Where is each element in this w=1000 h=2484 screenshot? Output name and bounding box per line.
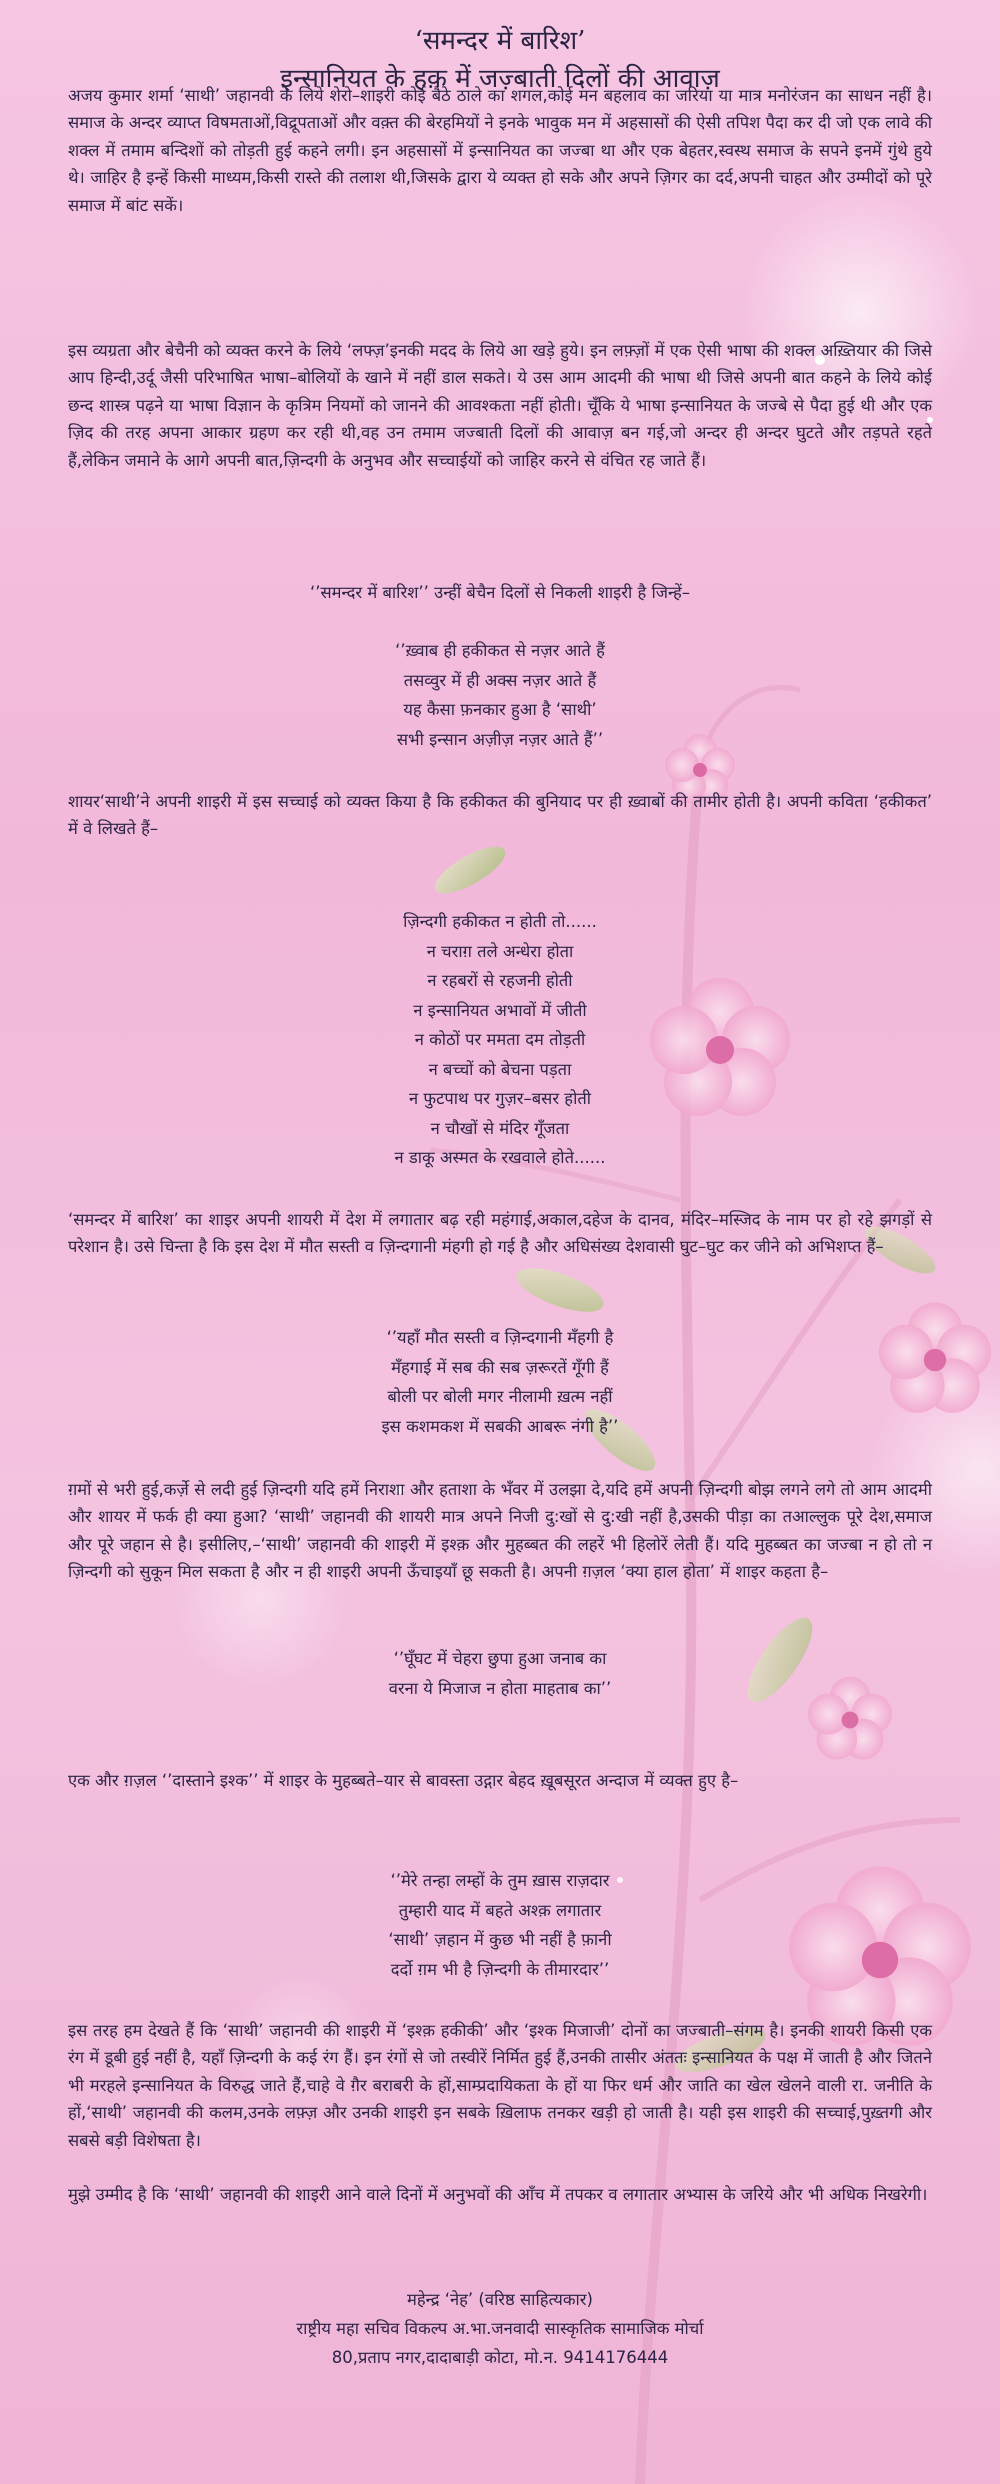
paragraph-dastane-ishq: एक और ग़ज़ल ‘’दास्ताने इश्क’’ में शाइर के मुहब्बते–यार से बावस्ता उद्गार बेहद ख़ूबसूरत अन्दाज में व्यक्त हुए है– [68,1771,739,1790]
paragraph-language: इस व्यग्रता और बेचैनी को व्यक्त करने के लिये ‘लफ्ज़’इनकी मदद के लिये आ खड़े हुये। इन लफ़्ज़ों में एक ऐसी भाषा की शक्ल अख़्तियार की जिसे आप हिन्दी,उर्दू जैसी परिभाषित भाषा–बोलियों के खाने में नहीं डाल सकते। ये उस आम आदमी की भाषा थी जिसे अपनी बात कहने के लिये कोई छन्द शास्त्र पढ़ने या भाषा विज्ञान के कृत्रिम नियमों को जानने की आवश्कता नहीं होती। चूँकि ये भाषा इन्सानियत के जज्बे से पैदा हुई थी और एक ज़िद की तरह अपना आकार ग्रहण कर रही थी,वह उन तमाम जज्बाती दिलों की आवाज़ बन गई,जो अन्दर ही अन्दर घुटते और तड़पते रहते हैं,लेकिन जमाने के आगे अपनी बात,ज़िन्दगी के अनुभव और सच्चाईयों को जाहिर करने से वंचित रह जाते हैं। [68,341,932,470]
quote-intro-line: ‘’समन्दर में बारिश’’ उन्हीं बेचैन दिलों से निकली शाइरी है जिन्हें– [310,583,690,602]
poem-line: न फुटपाथ पर गुज़र–बसर होती [408,1089,592,1108]
author-name: महेन्द्र ‘नेह’ (वरिष्ठ साहित्यकार) [407,2290,593,2309]
poem-line: तुम्हारी याद में बहते अश्क़ लगातार [398,1900,602,1920]
paragraph-intro: अजय कुमार शर्मा ‘साथी’ जहानवी के लिये शेरो–शाइरी कोई बैठे ठाले का शगल,कोई मन बहलाव का जरिया या मात्र मनोरंजन का साधन नहीं है। समाज के अन्दर व्याप्त विषमताओं,विद्रूपताओं और वक़्त की बेरहमियों ने इनके भावुक मन में अहसासों की ऐसी तपिश पैदा कर दी जो एक लावे की शक्ल में तमाम बन्दिशों को तोड़ती हुई कहने लगी। इन अहसासों में इन्सानियत का जज्बा था और एक बेहतर,स्वस्थ समाज के सपने इनमें गुंथे हुये थे। जाहिर है इन्हें किसी माध्यम,किसी रास्ते की तलाश थी,जिसके द्वारा ये व्यक्त हो सके और अपने ज़िगर का दर्द,अपनी चाहत और उम्मीदों को पूरे समाज में बांट सकें। [68,86,932,215]
poem-line: वरना ये मिजाज न होता माहताब का’’ [388,1678,612,1698]
poem-line: न डाकू अस्मत के रखवाले होते...... [394,1148,606,1167]
poem-line: यह कैसा फ़नकार हुआ है ‘साथी’ [403,700,597,719]
poem-line: ‘साथी’ ज़हान में कुछ भी नहीं है फ़ानी [388,1930,612,1949]
poem-line: सभी इन्सान अज़ीज़ नज़र आते हैं’’ [396,729,604,749]
quote-intro [0,578,1000,608]
poem-line: न इन्सानियत अभावों में जीती [413,1000,587,1020]
title-line-1: ‘समन्दर में बारिश’ [414,26,586,56]
poem-line: न चराग़ तले अन्धेरा होता [426,941,574,961]
title-line-2: इन्सानियत के हक़ में जज़्बाती दिलों की आवाज़ [280,64,720,94]
paragraph-haqiqat: शायर‘साथी’ने अपनी शाइरी में इस सच्चाई को व्यक्त किया है कि हकीकत की बुनियाद पर ही ख़्वाबों की तामीर होती है। अपनी कविता ‘हकीकत’ में वे लिखते हैं– [68,792,932,839]
poem-line: ‘’ख़्वाब ही हकीकत से नज़र आते हैं [395,641,605,660]
poem-maut-sasti [0,1323,1000,1441]
poem-line: न चौखों से मंदिर गूँजता [430,1118,570,1138]
poem-line: ‘’यहाँ मौत सस्ती व ज़िन्दगानी मँहगी है [386,1328,614,1347]
author-designation: राष्ट्रीय महा सचिव विकल्प अ.भा.जनवादी सास्कृतिक सामाजिक मोर्चा [296,2319,704,2338]
poem-haqiqat [0,907,1000,1173]
poem-line: ‘’घूँघट में चेहरा छुपा हुआ जनाब का [393,1649,607,1668]
poem-line: तसव्वुर में ही अक्स नज़र आते हैं [403,670,597,690]
paragraph-conclusion: इस तरह हम देखते हैं कि ‘साथी’ जहानवी की शाइरी में ‘इश्क़ हकीकी’ और ‘इश्क मिजाजी’ दोनों का जज्बाती–संगम है। इनकी शायरी किसी एक रंग में डूबी हुई नहीं है, यहाँ ज़िन्दगी के कई रंग हैं। इन रंगों से जो तस्वीरें निर्मित हुई हैं,उनकी तासीर अंततः इन्सानियत के पक्ष में जाती है और जितने भी मरहले इन्सानियत के विरुद्ध जाते हैं,चाहे वे ग़ैर बराबरी के हों,साम्प्रदायिकता के हों या फिर धर्म और जाति का खेल खेलने वाली रा. जनीति के हों,‘साथी’ जहानवी की कलम,उनके लफ़्ज़ और उनकी शाइरी इन सबके ख़िलाफ तनकर खड़ी हो जाती है। यही इस शाइरी की सच्चाई,पुख़्तगी और सबसे बड़ी विशेषता है। [68,2021,932,2150]
poem-line: दर्दो ग़म भी है ज़िन्दगी के तीमारदार’’ [390,1959,610,1979]
poem-ghunghat [0,1644,1000,1703]
poem-line: ‘’मेरे तन्हा लम्हों के तुम ख़ास राज़दार [390,1871,610,1890]
poem-line: इस कशमकश में सबकी आबरू नंगी है’’ [381,1416,619,1436]
paragraph-ishq: ग़मों से भरी हुई,कर्ज़े से लदी हुई ज़िन्दगी यदि हमें निराशा और हताशा के भँवर में उलझा दे,यदि हमें अपनी ज़िन्दगी बोझ लगने लगे तो आम आदमी और शायर में फर्क ही क्या हुआ? ‘साथी’ जहानवी की शायरी मात्र अपने निजी दु:खों से दु:खी नहीं है,उसकी पीड़ा का तआल्लुक पूरे देश,समाज और पूरे जहान से है। इसीलिए,–‘साथी’ जहानवी की शाइरी में इश्क़ और मुहब्बत की लहरें भी हिलोरें लेती हैं। यदि मुहब्बत का जज्बा न हो तो न ज़िन्दगी को सुकून मिल सकता है और न ही शाइरी अपनी ऊँचाइयाँ छू सकती है। अपनी ग़ज़ल ‘क्या हाल होता’ में शाइर कहता है– [68,1480,932,1582]
author-address: 80,प्रताप नगर,दादाबाड़ी कोटा, मो.न. 9414176444 [331,2348,669,2367]
poem-line: बोली पर बोली मगर नीलामी ख़त्म नहीं [387,1387,613,1406]
paragraph-mehngai: ‘समन्दर में बारिश’ का शाइर अपनी शायरी में देश में लगातार बढ़ रही महंगाई,अकाल,दहेज के दानव, मंदिर–मस्जिद के नाम पर हो रहे झगड़ों से परेशान है। उसे चिन्ता है कि इस देश में मौत सस्ती व ज़िन्दगानी मंहगी हो गई है और अधिसंख्य देशवासी घुट–घुट कर जीने को अभिशप्त हैं– [68,1210,932,1257]
poem-line: न कोठों पर ममता दम तोड़ती [414,1030,586,1049]
poem-line: न बच्चों को बेचना पड़ता [428,1059,572,1079]
poem-line: ज़िन्दगी हकीकत न होती तो...... [403,912,597,931]
paragraph-hope: मुझे उम्मीद है कि ‘साथी’ जहानवी की शाइरी आने वाले दिनों में अनुभवों की आँच में तपकर व लगातार अभ्यास के जरिये और भी अधिक निखरेगी। [68,2185,928,2204]
author-signature [0,2285,1000,2372]
poem-line: न रहबरों से रहजनी होती [427,971,573,990]
poem-tanha-lamhe [0,1866,1000,1984]
poem-line: मँहगाई में सब की सब ज़रूरतें गूँगी हैं [391,1357,609,1377]
poem-khwab [0,636,1000,754]
